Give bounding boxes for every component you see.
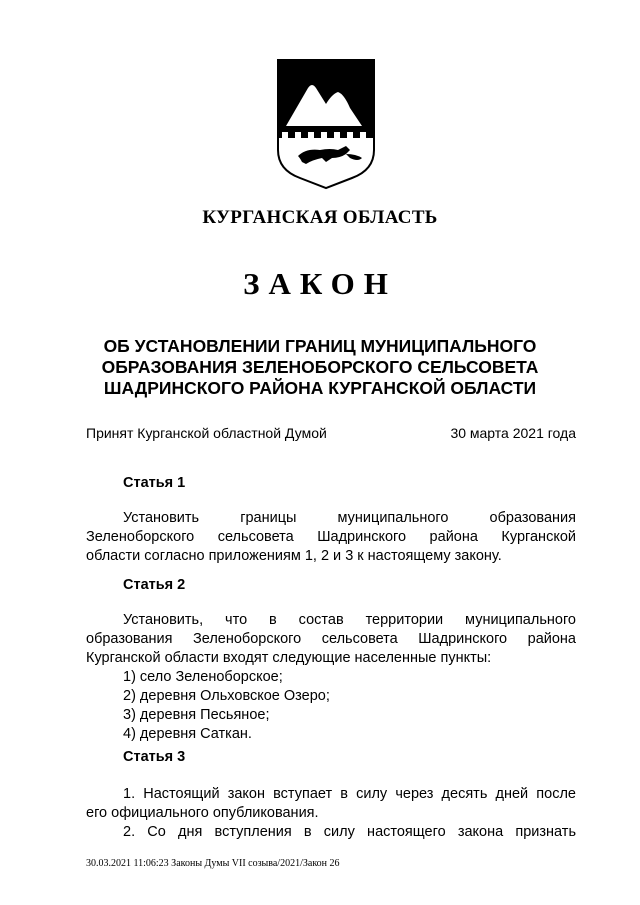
article-text [86, 611, 576, 744]
text-line: Установить, что в состав территории муниципального [123, 612, 576, 628]
article-text [86, 785, 576, 842]
text-line: Установить границы муниципального образования [123, 510, 576, 526]
list-item: 4) деревня Саткан. [123, 726, 252, 742]
text-line: образования Зеленоборского сельсовета Шадринского района [86, 631, 576, 647]
coat-of-arms-icon [276, 58, 376, 190]
list-item: 2) деревня Ольховское Озеро; [123, 688, 330, 704]
adoption-date: 30 марта 2021 года [450, 425, 576, 441]
text-line: 1. Настоящий закон вступает в силу через десять дней после [123, 786, 576, 802]
law-title-line: ОБ УСТАНОВЛЕНИИ ГРАНИЦ МУНИЦИПАЛЬНОГО [103, 336, 537, 356]
adopted-by: Принят Курганской областной Думой [86, 425, 327, 441]
article-text [86, 509, 576, 566]
law-title [60, 336, 580, 399]
footer-stamp: 30.03.2021 11:06:23 Законы Думы VII созыва/2021/Закон 26 [86, 858, 340, 869]
text-line: Курганской области входят следующие населенные пункты: [86, 650, 492, 666]
text-line: Зеленоборского сельсовета Шадринского района Курганской [86, 529, 576, 545]
law-title-line: ОБРАЗОВАНИЯ ЗЕЛЕНОБОРСКОГО СЕЛЬСОВЕТА [101, 357, 539, 377]
adoption-line [86, 425, 576, 443]
text-line: области согласно приложениям 1, 2 и 3 к настоящему закону. [86, 548, 502, 564]
list-item: 1) село Зеленоборское; [123, 669, 283, 685]
article-heading: Статья 3 [123, 749, 186, 765]
law-title-line: ШАДРИНСКОГО РАЙОНА КУРГАНСКОЙ ОБЛАСТИ [103, 378, 537, 398]
text-line: 2. Со дня вступления в силу настоящего закона признать [123, 824, 576, 840]
text-line: его официального опубликования. [86, 805, 319, 821]
article-heading: Статья 1 [123, 475, 186, 491]
list-item: 3) деревня Песьяное; [123, 707, 270, 723]
region-name: КУРГАНСКАЯ ОБЛАСТЬ [202, 207, 438, 228]
document-type: ЗАКОН [243, 266, 397, 301]
article-heading: Статья 2 [123, 577, 186, 593]
